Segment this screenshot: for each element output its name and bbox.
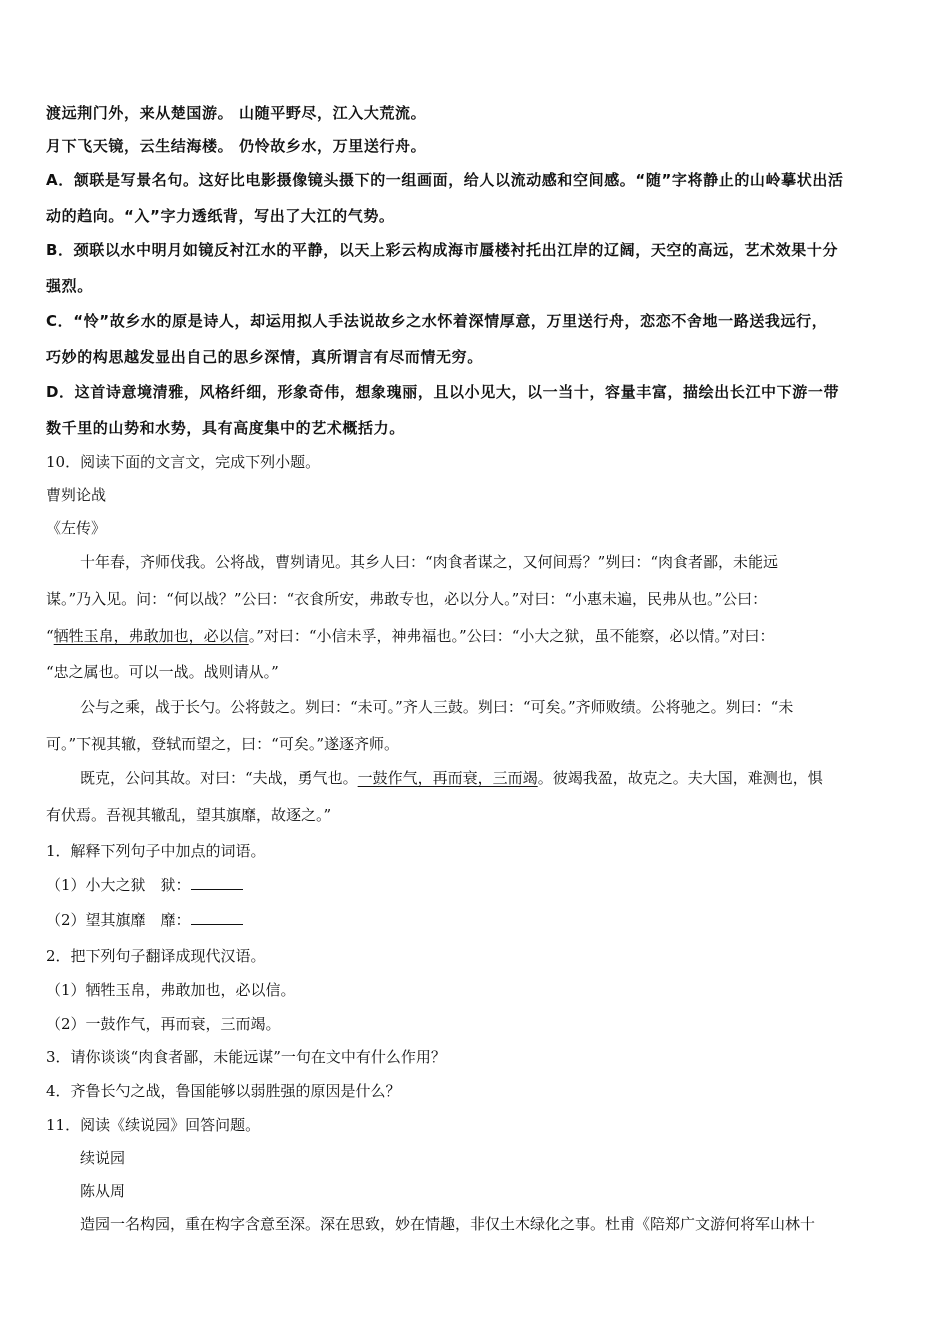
underlined-sentence-2: 一鼓作气，再而衰，三而竭: [357, 769, 538, 787]
option-d-line-2: 数千里的山势和水势，具有高度集中的艺术概括力。: [46, 419, 405, 437]
passage-p1-line-3: [46, 626, 910, 646]
text-source: 《左传》: [46, 519, 107, 537]
passage-p3-line-1: [80, 768, 910, 788]
passage-p1-line-3-rest: 。”对曰：“小信未孚，神弗福也。”公曰：“小大之狱，虽不能察，必以情。”对曰：: [248, 627, 775, 645]
passage-p3-line-1-post: 。彼竭我盈，故克之。夫大国，难测也，惧: [537, 769, 823, 787]
poem-line-1: 渡远荆门外，来从楚国游。 山随平野尽，江入大荒流。: [46, 104, 427, 122]
quote-open: “: [46, 627, 54, 645]
option-c-line-1: C．“怜”故乡水的原是诗人，却运用拟人手法说故乡之水怀着深情厚意，万里送行舟，恋恋不舍地一路送我远行，: [46, 312, 828, 330]
option-a-line-1: A．颔联是写景名句。这好比电影摄像镜头摄下的一组画面，给人以流动感和空间感。“随”字将静止的山岭摹状出活: [46, 171, 844, 189]
question-11-prompt: 11．阅读《续说园》回答问题。: [46, 1116, 261, 1134]
passage-p1-line-4: “忠之属也。可以一战。战则请从。”: [46, 663, 279, 681]
essay-p1-line-1: 造园一名构园，重在构字含意至深。深在思致，妙在情趣，非仅土木绿化之事。杜甫《陪郑广文游何将军山林十: [80, 1215, 816, 1233]
option-b-line-1: B．颈联以水中明月如镜反衬江水的平静，以天上彩云构成海市蜃楼衬托出江岸的辽阔，天空的高远，艺术效果十分: [46, 241, 839, 259]
subquestion-2-item-2: （2）一鼓作气，再而衰，三而竭。: [46, 1015, 281, 1033]
essay-author: 陈从周: [80, 1182, 126, 1200]
subquestion-1-item-1: [46, 875, 910, 895]
subquestion-1-item-2-text: （2）望其旗靡 靡：: [46, 911, 191, 929]
poem-line-2: 月下飞天镜，云生结海楼。 仍怜故乡水，万里送行舟。: [46, 137, 427, 155]
passage-p1-line-1: 十年春，齐师伐我。公将战，曹刿请见。其乡人曰：“肉食者谋之，又何间焉？”刿曰：“肉食者鄙，未能远: [80, 553, 779, 571]
subquestion-4: 4．齐鲁长勺之战，鲁国能够以弱胜强的原因是什么？: [46, 1082, 401, 1100]
option-b-line-2: 强烈。: [46, 277, 93, 295]
subquestion-3: 3．请你谈谈“肉食者鄙，未能远谋”一句在文中有什么作用？: [46, 1048, 446, 1066]
passage-p2-line-1: 公与之乘，战于长勺。公将鼓之。刿曰：“未可。”齐人三鼓。刿曰：“可矣。”齐师败绩。公将驰之。刿曰：“未: [80, 698, 794, 716]
subquestion-1-item-2: [46, 910, 910, 930]
subquestion-1: 1．解释下列句子中加点的词语。: [46, 842, 266, 860]
question-10-prompt: 10．阅读下面的文言文，完成下列小题。: [46, 453, 321, 471]
subquestion-2: 2．把下列句子翻译成现代汉语。: [46, 947, 266, 965]
underlined-sentence-1: 牺牲玉帛，弗敢加也，必以信: [53, 627, 249, 645]
option-c-line-2: 巧妙的构思越发显出自己的思乡深情，真所谓言有尽而情无穷。: [46, 348, 483, 366]
subquestion-2-item-1: （1）牺牲玉帛，弗敢加也，必以信。: [46, 981, 296, 999]
subquestion-1-item-1-text: （1）小大之狱 狱：: [46, 876, 191, 894]
answer-blank[interactable]: [191, 910, 243, 925]
essay-title: 续说园: [80, 1149, 126, 1167]
passage-p3-line-1-pre: 既克，公问其故。对曰：“夫战，勇气也。: [80, 769, 358, 787]
option-a-line-2: 动的趋向。“入”字力透纸背，写出了大江的气势。: [46, 207, 395, 225]
passage-p3-line-2: 有伏焉。吾视其辙乱，望其旗靡，故逐之。”: [46, 806, 332, 824]
text-title: 曹刿论战: [46, 486, 107, 504]
option-d-line-1: D．这首诗意境清雅，风格纤细，形象奇伟，想象瑰丽，且以小见大，以一当十，容量丰富，描绘出长江中下游一带: [46, 383, 840, 401]
passage-p2-line-2: 可。”下视其辙，登轼而望之，曰：“可矣。”遂逐齐师。: [46, 735, 400, 753]
passage-p1-line-2: 谋。”乃入见。问：“何以战？”公曰：“衣食所安，弗敢专也，必以分人。”对曰：“小惠未遍，民弗从也。”公曰：: [46, 590, 768, 608]
answer-blank[interactable]: [191, 875, 243, 890]
